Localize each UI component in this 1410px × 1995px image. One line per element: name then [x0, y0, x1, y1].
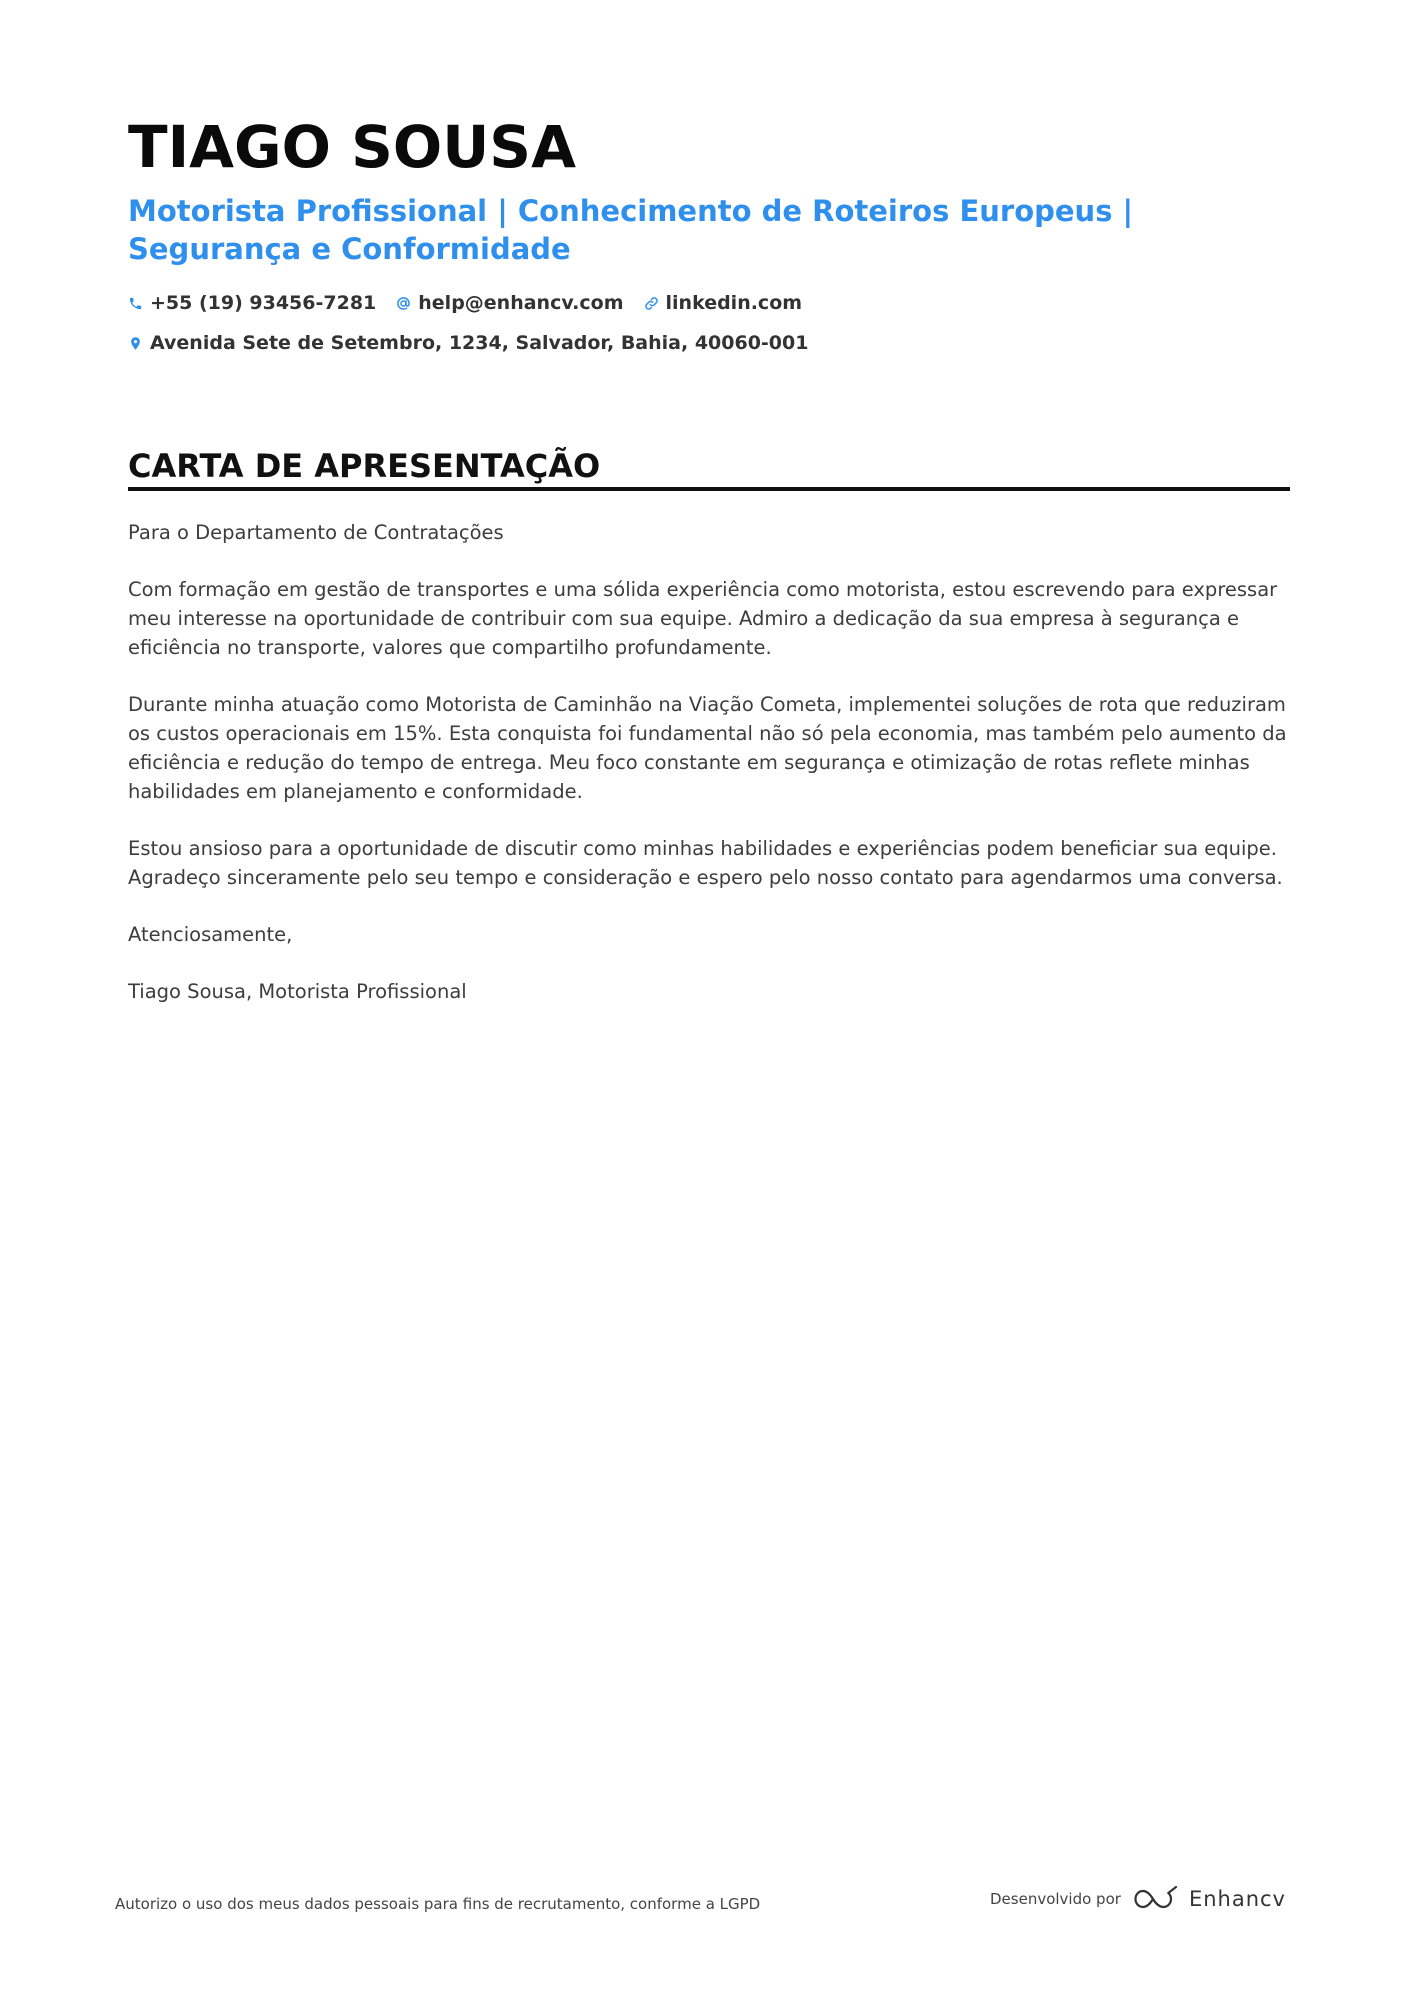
at-icon: [396, 296, 411, 311]
section-title-cover-letter: CARTA DE APRESENTAÇÃO: [128, 447, 601, 485]
contact-row-primary: [128, 292, 822, 314]
letter-paragraph-2: Durante minha atuação como Motorista de Caminhão na Viação Cometa, implementei soluções de rota que reduziram os custos operacionais em 15%. Esta conquista foi fundamental não só pela economia, mas também pelo aumento da eficiência e redução do tempo de entrega. Meu foco constante em segurança e otimização de rotas reflete minhas habilidades em planejamento e conformidade.: [128, 693, 1287, 803]
footer-consent-text: Autorizo o uso dos meus dados pessoais para fins de recrutamento, conforme a LGPD: [115, 1895, 761, 1913]
enhancv-logo-icon: [1133, 1886, 1179, 1912]
powered-by-label: Desenvolvido por: [990, 1890, 1121, 1908]
contact-phone: [128, 292, 376, 314]
brand-name: Enhancv: [1188, 1887, 1286, 1911]
letter-paragraph-3: Estou ansioso para a oportunidade de discutir como minhas habilidades e experiências podem beneficiar sua equipe. Agradeço sinceramente pelo seu tempo e consideração e espero pelo nosso contato para agendarmos uma conversa.: [128, 837, 1283, 889]
phone-number: +55 (19) 93456-7281: [150, 292, 377, 314]
email-address[interactable]: help@enhancv.com: [418, 292, 624, 314]
contact-linkedin[interactable]: [644, 292, 803, 314]
linkedin-link[interactable]: linkedin.com: [665, 292, 803, 314]
phone-icon: [128, 296, 143, 311]
section-divider: [128, 487, 1290, 491]
contact-email[interactable]: [396, 292, 623, 314]
candidate-name: TIAGO SOUSA: [128, 113, 576, 181]
letter-signature: Tiago Sousa, Motorista Profissional: [128, 980, 467, 1003]
contact-row-address: [128, 332, 828, 354]
candidate-headline: Motorista Profissional | Conhecimento de Roteiros Europeus | Segurança e Conformidade: [128, 194, 1134, 266]
letter-closing: Atenciosamente,: [128, 923, 293, 946]
footer-brand[interactable]: [990, 1886, 1286, 1912]
contact-address: [128, 332, 808, 354]
letter-body: [128, 518, 1290, 1034]
address-text: Avenida Sete de Setembro, 1234, Salvador, Bahia, 40060-001: [150, 332, 809, 354]
letter-salutation: Para o Departamento de Contratações: [128, 521, 504, 544]
letter-paragraph-1: Com formação em gestão de transportes e uma sólida experiência como motorista, estou escrevendo para expressar meu interesse na oportunidade de contribuir com sua equipe. Admiro a dedicação da sua empresa à segurança e eficiência no transporte, valores que compartilho profundamente.: [128, 578, 1278, 659]
link-icon: [644, 296, 659, 311]
location-pin-icon: [128, 336, 143, 351]
